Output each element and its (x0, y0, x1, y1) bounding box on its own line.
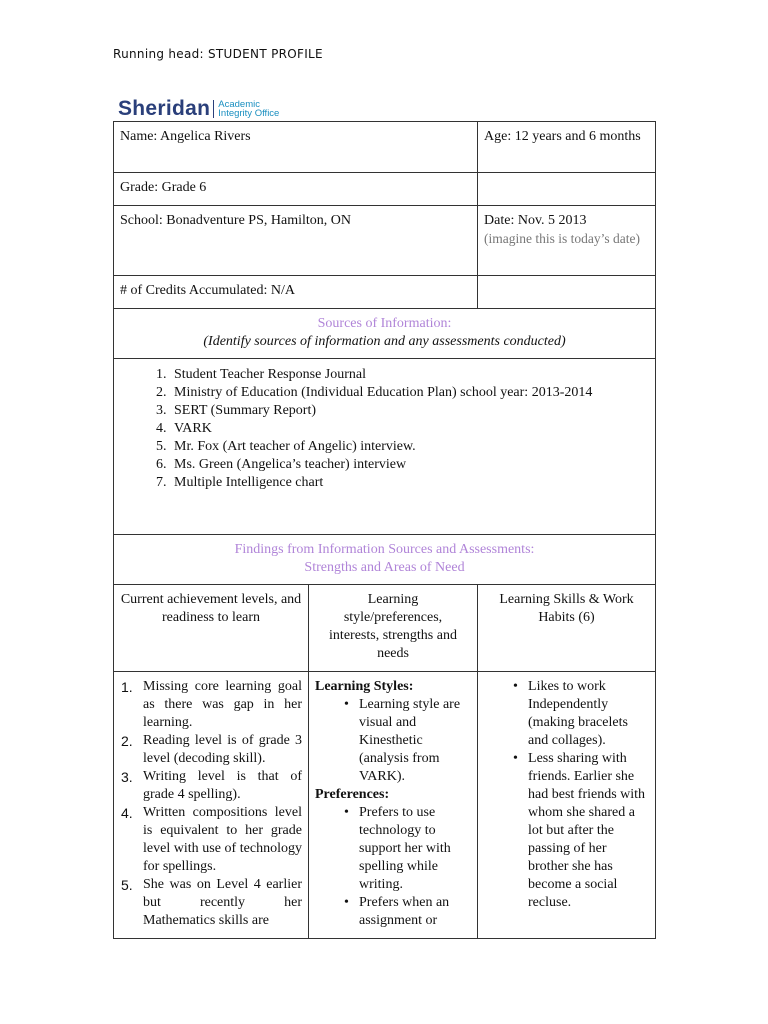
achievement-list (121, 678, 302, 930)
learning-styles-label: Learning Styles: (315, 679, 414, 694)
logo-line1: Academic (218, 99, 260, 110)
findings-column-headers (114, 585, 656, 672)
school-cell: School: Bonadventure PS, Hamilton, ON (114, 206, 478, 276)
list-item: 5. Mr. Fox (Art teacher of Angelic) interview. (170, 438, 649, 456)
list-item: • Learning style are visual and Kinesthetic (analysis from VARK). (359, 696, 471, 786)
list-item: She was on Level 4 earlier but recently her Mathematics skills are (143, 877, 302, 928)
date-note: (imagine this is today’s date) (484, 231, 640, 246)
list-item: • Prefers to use technology to support her with spelling while writing. (359, 804, 471, 894)
credits-empty-cell (478, 276, 656, 309)
sources-list-row (114, 359, 656, 535)
list-item: 2. Ministry of Education (Individual Education Plan) school year: 2013-2014 (170, 384, 649, 402)
age-cell: Age: 12 years and 6 months (478, 122, 656, 173)
learning-styles-list (315, 696, 471, 786)
sources-heading-row (114, 309, 656, 359)
sources-heading-cell (114, 309, 656, 359)
findings-heading-line2: Strengths and Areas of Need (304, 560, 465, 575)
school-row (114, 206, 656, 276)
list-item: 4. VARK (170, 420, 649, 438)
grade-empty-cell (478, 173, 656, 206)
list-item: • Likes to work Independently (making bracelets and collages). (528, 678, 649, 750)
list-item: Writing level is that of grade 4 spelling). (143, 769, 302, 802)
list-item: Missing core learning goal as there was gap in her learning. (143, 679, 302, 730)
grade-cell: Grade: Grade 6 (114, 173, 478, 206)
grade-row (114, 173, 656, 206)
findings-heading-line1: Findings from Information Sources and Assessments: (234, 542, 535, 557)
list-item: • Prefers when an assignment or (359, 894, 471, 930)
col3-header: Learning Skills & Work Habits (6) (478, 585, 656, 672)
sources-list-cell (114, 359, 656, 535)
achievement-cell (114, 672, 309, 939)
sources-subheading: (Identify sources of information and any assessments conducted) (203, 334, 566, 349)
col1-header: Current achievement levels, and readiness to learn (114, 585, 309, 672)
logo-subtitle (218, 100, 279, 118)
findings-heading-row (114, 535, 656, 585)
logo-line2: Integrity Office (218, 108, 280, 119)
preferences-label: Preferences: (315, 787, 390, 802)
sources-heading: Sources of Information: (317, 316, 452, 331)
list-item: 7. Multiple Intelligence chart (170, 474, 649, 492)
name-cell: Name: Angelica Rivers (114, 122, 478, 173)
list-item: • Less sharing with friends. Earlier she had best friends with whom she shared a lot but after the passing of her brother she has become a social recluse. (528, 750, 649, 912)
sheridan-logo (118, 98, 279, 120)
list-item: 3. SERT (Summary Report) (170, 402, 649, 420)
credits-cell: # of Credits Accumulated: N/A (114, 276, 478, 309)
logo-name: Sheridan (118, 97, 211, 120)
learning-skills-list (484, 678, 649, 912)
logo-divider (213, 100, 214, 118)
credits-row (114, 276, 656, 309)
list-item: 6. Ms. Green (Angelica’s teacher) interview (170, 456, 649, 474)
learning-skills-cell (478, 672, 656, 939)
date-cell (478, 206, 656, 276)
preferences-list (315, 804, 471, 930)
findings-heading-cell (114, 535, 656, 585)
learning-style-cell (309, 672, 478, 939)
col2-header: Learning style/preferences, interests, strengths and needs (309, 585, 478, 672)
list-item: 1. Student Teacher Response Journal (170, 366, 649, 384)
list-item: Written compositions level is equivalent to her grade level with use of technology for spellings. (143, 805, 302, 874)
sources-list (120, 366, 649, 492)
running-head: Running head: STUDENT PROFILE (113, 47, 323, 61)
list-item: Reading level is of grade 3 level (decoding skill). (143, 733, 302, 766)
findings-content-row (114, 672, 656, 939)
student-profile-table (113, 121, 656, 939)
date-value: Date: Nov. 5 2013 (484, 213, 587, 228)
name-row (114, 122, 656, 173)
